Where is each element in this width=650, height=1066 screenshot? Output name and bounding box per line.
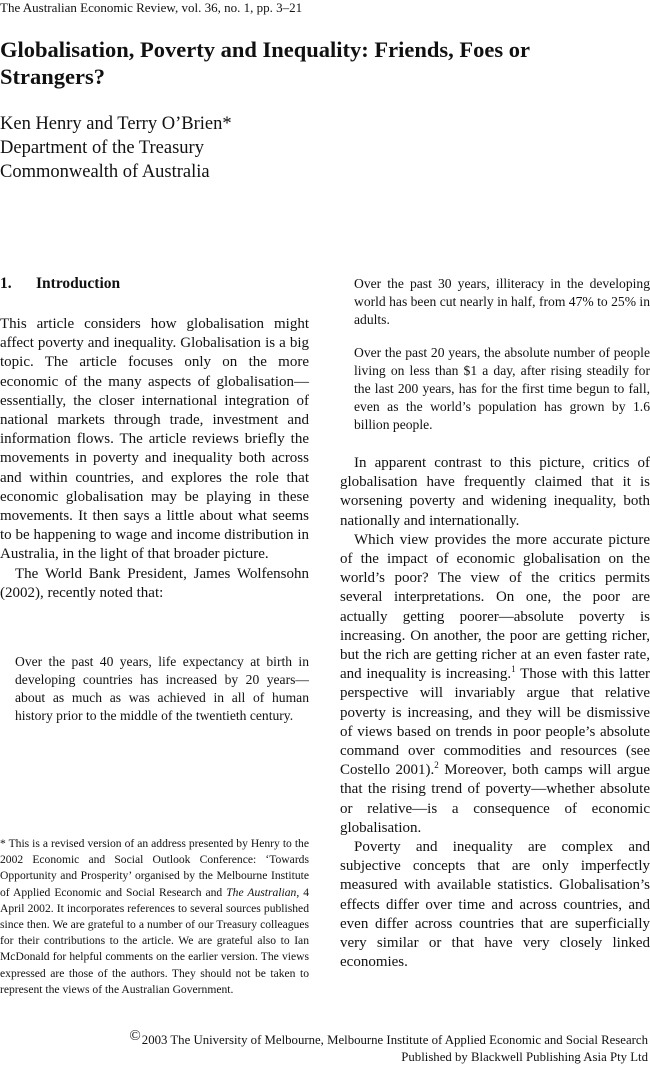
author-names: Ken Henry and Terry O’Brien* (0, 114, 232, 134)
copyright-notice (129, 1028, 648, 1066)
paragraph: Which view provides the more accurate picture of the impact of economic globalisation on the world’s poor? The view of the critics permits several interpretations. On one, the poor are actually getting poorer—absolute poverty is increasing. On another, the poor are getting richer, but the rich are getting richer at an even faster rate, and inequality is increasing.$^1$ Those with this latter perspective will invariably argue that relative poverty is increasing, and they will be dismissive of views based on trends in poor people’s absolute command over commodities and resources (see Costello 2001).$^2$ Moreover, both camps will argue that the rising trend of poverty—whether absolute or relative—is a consequence of economic globalisation. (340, 531, 650, 836)
block-quote (354, 275, 650, 329)
paragraph: Poverty and inequality are complex and subjective concepts that are only imperfectly measured with available statistics. Globalisation’s effects differ over time and across countries, and even differ across countries that are superficially very similar or that have very closely linked economies. (340, 839, 650, 971)
footnote-italic-text: The Australian (226, 885, 297, 899)
quote-text: Over the past 20 years, the absolute number of people living on less than $1 a day, after rising steadily for the last 200 years, has for the first time begun to fall, even as the world’s population has grown by 1.6 billion people. (354, 345, 650, 432)
copyright-line-1: ©2003 The University of Melbourne, Melbourne Institute of Applied Economic and Social Research (129, 1028, 648, 1047)
footnote-text: * This is a revised version of an address presented by Henry to the 2002 Economic and Social Outlook Conference: ‘Towards Opportunity and Prosperity’ organised by the Melbourne Institute of Applied Economic and Social Research and (0, 837, 309, 899)
block-quote (354, 344, 650, 434)
left-column-body (0, 315, 309, 603)
block-quote (15, 653, 309, 725)
running-header: The Australian Economic Review, vol. 36, no. 1, pp. 3–21 (0, 0, 303, 15)
section-number: 1. (0, 275, 12, 292)
article-title: Globalisation, Poverty and Inequality: Friends, Foes or Strangers? (0, 37, 530, 89)
copyright-line-2: Published by Blackwell Publishing Asia Pty Ltd (401, 1050, 648, 1064)
copyright-symbol: © (129, 1028, 141, 1044)
section-heading (0, 274, 120, 294)
author-block (0, 112, 232, 184)
author-institution: Commonwealth of Australia (0, 162, 210, 182)
footnote-reference[interactable]: 1 (511, 664, 516, 675)
footnote-text: , 4 April 2002. It incorporates references to several sources published since then. We are grateful to a number of our Treasury colleagues for their contributions to the article. We are grateful also to Ian McDonald for helpful comments on the earlier version. The views expressed are those of the authors. They should not be taken to represent the views of the Australian Government. (0, 885, 310, 996)
paragraph: The World Bank President, James Wolfensohn (2002), recently noted that: (0, 565, 309, 601)
quote-text: Over the past 40 years, life expectancy at birth in developing countries has increased by 20 years—about as much as was achieved in all of human history prior to the middle of the twentieth century. (15, 654, 309, 723)
section-title: Introduction (36, 275, 121, 292)
author-footnote (0, 836, 309, 998)
footnote-reference[interactable]: 2 (434, 760, 439, 771)
paragraph: In apparent contrast to this picture, critics of globalisation have frequently claimed that it is worsening poverty and widening inequality, both nationally and internationally. (340, 455, 650, 529)
author-department: Department of the Treasury (0, 138, 204, 158)
paragraph: This article considers how globalisation might affect poverty and inequality. Globalisation is a big topic. The article focuses only on the more economic of the many aspects of globalisation—essentially, the closer international integration of national markets through trade, investment and information flows. The article reviews briefly the movements in poverty and inequality both across and within countries, and explores the role that economic globalisation may be playing in these movements. It then says a little about what seems to be happening to wage and income distribution in Australia, in the light of that broader picture. (0, 316, 309, 563)
right-column-body (340, 454, 650, 972)
quote-text: Over the past 30 years, illiteracy in the developing world has been cut nearly in half, from 47% to 25% in adults. (354, 276, 650, 327)
